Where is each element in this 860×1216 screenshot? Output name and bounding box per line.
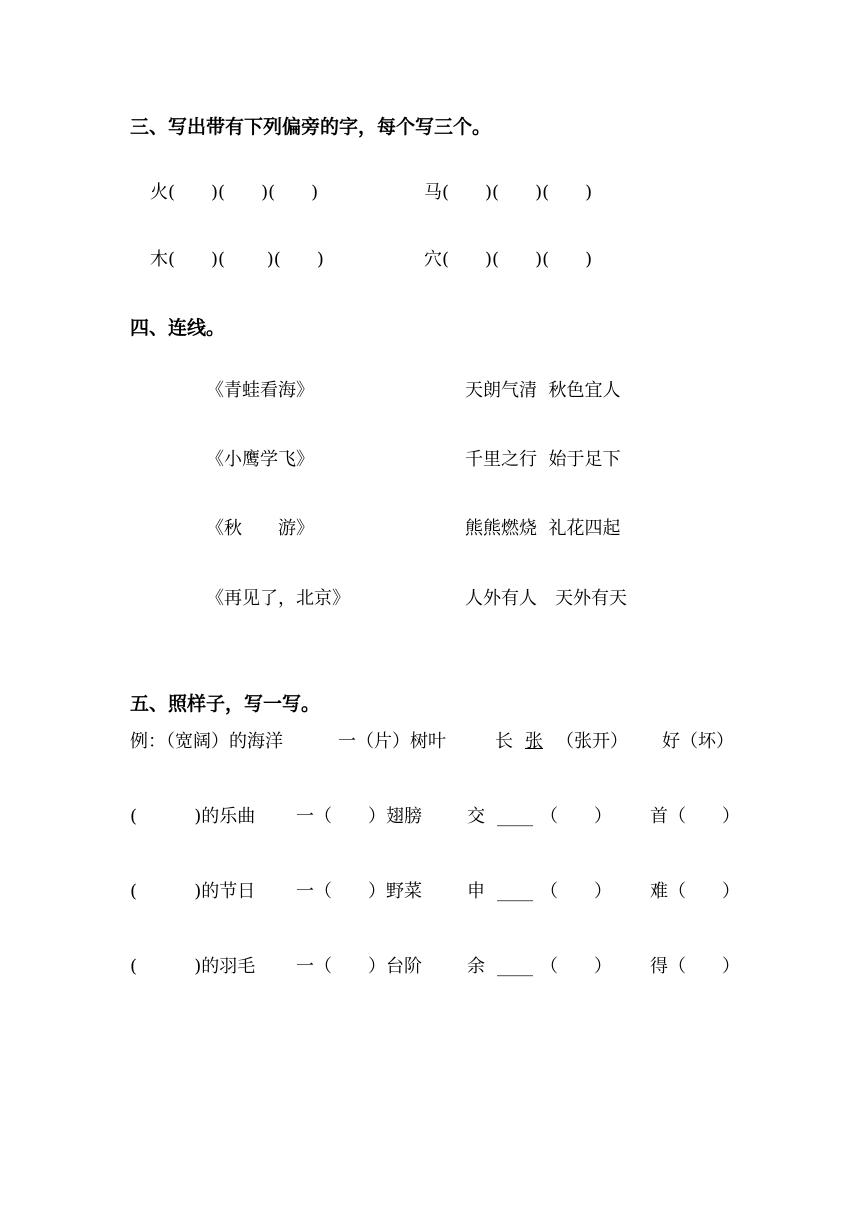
char-label: 余 — [467, 956, 485, 977]
example-char: 长 — [495, 731, 513, 752]
measure-word-blank: 一（ ）台阶 — [296, 956, 422, 977]
antonym-blank: 得（ ） — [650, 956, 740, 977]
radical-row-wood: 木( )( )( ) — [150, 249, 324, 270]
paren-blank: （ ） — [540, 806, 612, 827]
section3-heading: 三、写出带有下列偏旁的字，每个写三个。 — [130, 116, 492, 138]
measure-word-blank: 一（ ）野菜 — [296, 881, 422, 902]
example-paren: （张开） — [556, 731, 628, 752]
match-right-item: 人外有人 天外有天 — [465, 588, 627, 609]
example-adjective: 例：（宽阔）的海洋 — [130, 731, 283, 752]
adjective-blank: ( )的节日 — [130, 881, 256, 902]
paren-blank: （ ） — [540, 881, 612, 902]
adjective-blank: ( )的羽毛 — [130, 956, 256, 977]
match-left-item: 《小鹰学飞》 — [206, 449, 314, 470]
char-label: 交 — [467, 806, 485, 827]
match-left-item: 《再见了，北京》 — [206, 588, 350, 609]
radical-row-cave: 穴( )( )( ) — [424, 249, 593, 270]
section5-heading: 五、照样子，写一写。 — [130, 693, 321, 715]
adjective-blank: ( )的乐曲 — [130, 806, 256, 827]
example-measure-word: 一（片）树叶 — [338, 731, 446, 752]
match-left-item: 《青蛙看海》 — [206, 380, 314, 401]
paren-blank: （ ） — [540, 956, 612, 977]
radical-row-horse: 马( )( )( ) — [424, 182, 593, 203]
fill-line: ____ — [497, 881, 533, 902]
fill-line: ____ — [497, 806, 533, 827]
fill-line: ____ — [497, 956, 533, 977]
example-filled-answer: 张 — [525, 731, 543, 752]
match-right-item: 千里之行 始于足下 — [465, 449, 621, 470]
match-right-item: 天朗气清 秋色宜人 — [465, 380, 621, 401]
antonym-blank: 难（ ） — [650, 881, 740, 902]
antonym-blank: 首（ ） — [650, 806, 740, 827]
measure-word-blank: 一（ ）翅膀 — [296, 806, 422, 827]
match-left-item: 《秋 游》 — [206, 518, 314, 539]
match-right-item: 熊熊燃烧 礼花四起 — [465, 518, 621, 539]
char-label: 申 — [467, 881, 485, 902]
section4-heading: 四、连线。 — [130, 317, 226, 339]
example-antonym: 好（坏） — [662, 731, 734, 752]
radical-row-fire: 火( )( )( ) — [150, 182, 319, 203]
